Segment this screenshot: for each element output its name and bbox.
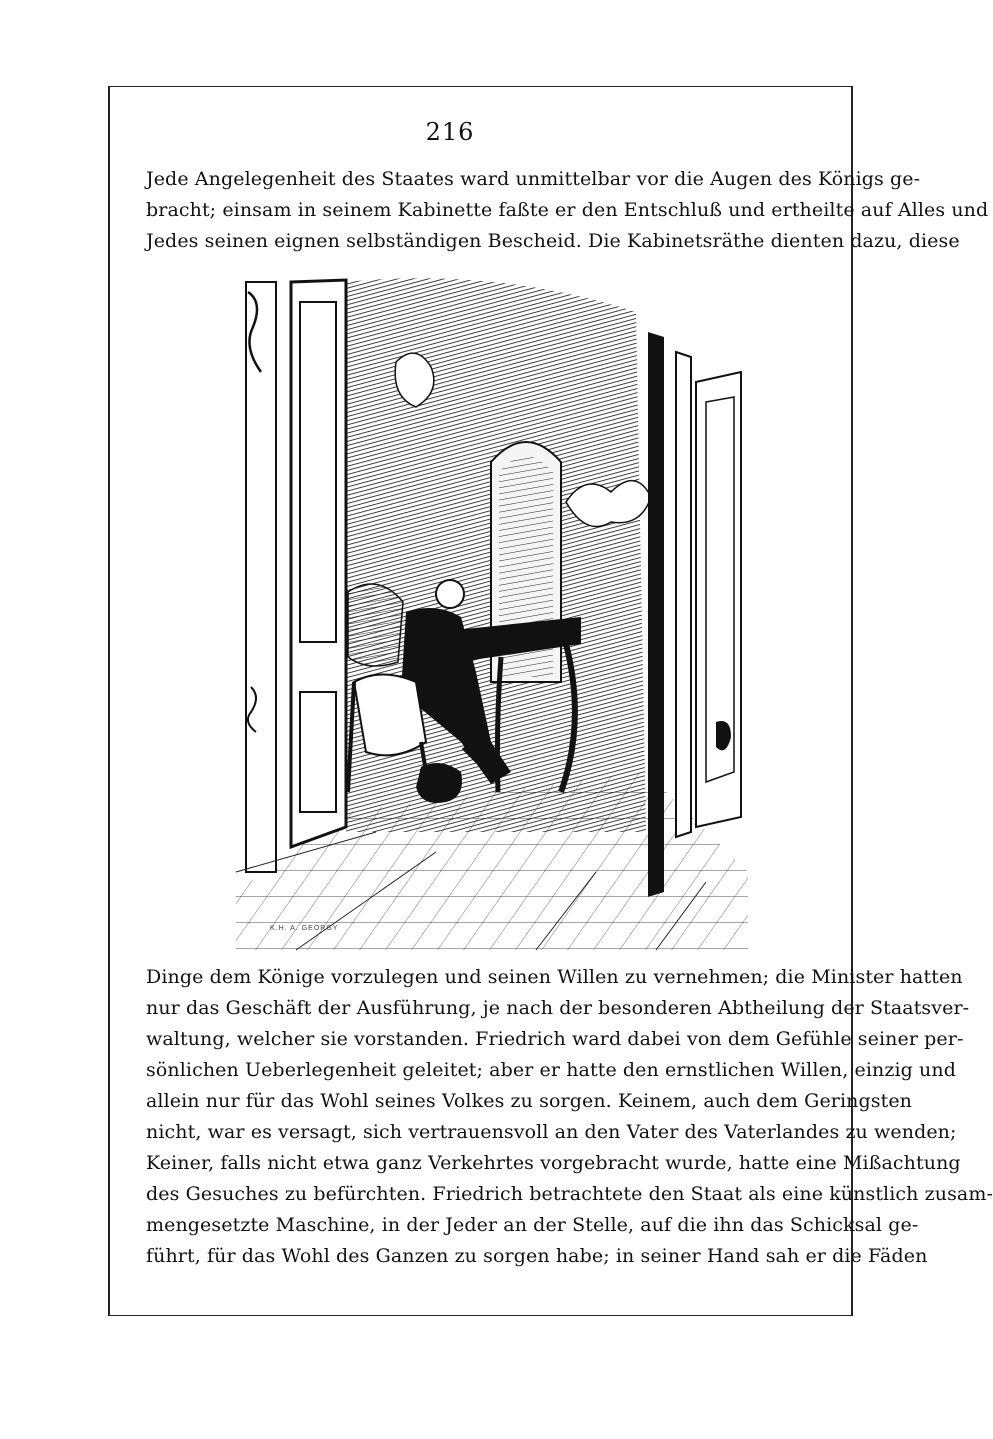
- text-line: Jedes seinen eignen selbständigen Bescheid. Die Kabinetsräthe dienten dazu, diese: [146, 230, 960, 252]
- engraving-illustration: [236, 272, 748, 950]
- text-line: Dinge dem Könige vorzulegen und seinen Willen zu vernehmen; die Minister hatten: [146, 966, 963, 988]
- text-line: des Gesuches zu befürchten. Friedrich betrachtete den Staat als eine künstlich zusam-: [146, 1183, 993, 1205]
- text-line: mengesetzte Maschine, in der Jeder an der Stelle, auf die ihn das Schicksal ge-: [146, 1214, 919, 1236]
- text-line: allein nur für das Wohl seines Volkes zu sorgen. Keinem, auch dem Geringsten: [146, 1090, 913, 1112]
- dog: [416, 763, 462, 803]
- text-line: sönlichen Ueberlegenheit geleitet; aber er hatte den ernstlichen Willen, einzig und: [146, 1059, 956, 1081]
- page-number: 216: [425, 118, 475, 146]
- figure-head: [436, 580, 464, 608]
- text-line: Keiner, falls nicht etwa ganz Verkehrtes vorgebracht wurde, hatte eine Mißachtung: [146, 1152, 961, 1174]
- text-line: nur das Geschäft der Ausführung, je nach der besonderen Abtheilung der Staatsver-: [146, 997, 970, 1019]
- paragraph-bottom: [146, 962, 993, 1272]
- text-line: Jede Angelegenheit des Staates ward unmittelbar vor die Augen des Königs ge-: [146, 168, 921, 190]
- text-line: führt, für das Wohl des Ganzen zu sorgen habe; in seiner Hand sah er die Fäden: [146, 1245, 928, 1267]
- armchair: [354, 675, 426, 756]
- door-frame-right: [648, 332, 664, 897]
- text-line: nicht, war es versagt, sich vertrauensvoll an den Vater des Vaterlandes zu wenden;: [146, 1121, 957, 1143]
- paragraph-top: [146, 164, 989, 257]
- text-line: bracht; einsam in seinem Kabinette faßte er den Entschluß und ertheilte auf Alles und: [146, 199, 989, 221]
- text-line: waltung, welcher sie vorstanden. Friedrich ward dabei von dem Gefühle seiner per-: [146, 1028, 964, 1050]
- engraver-signature: K.H. A. GEORGY: [270, 925, 339, 932]
